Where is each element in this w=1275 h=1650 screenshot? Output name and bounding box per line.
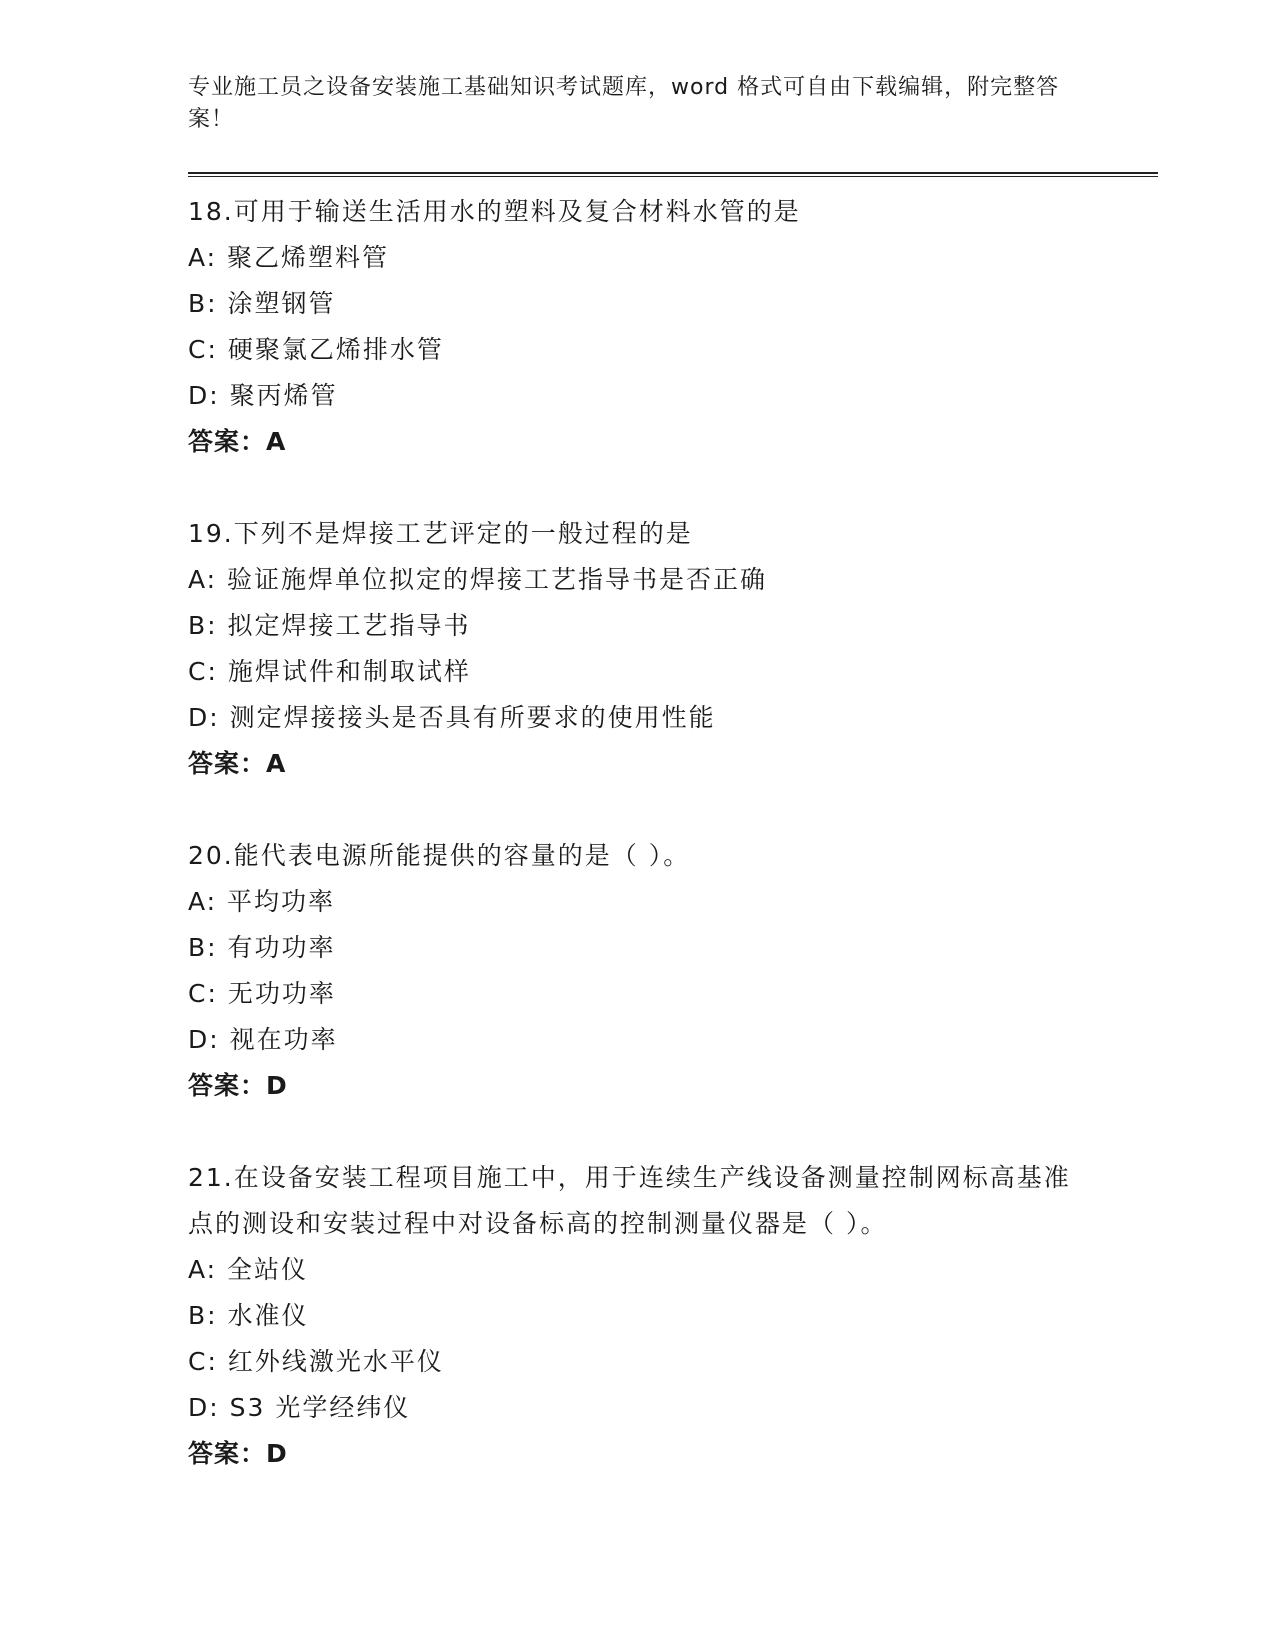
option-d: D: 视在功率 [188, 1025, 338, 1054]
option-d: D: 测定焊接接头是否具有所要求的使用性能 [188, 703, 716, 732]
option-d: D: S3 光学经纬仪 [188, 1393, 411, 1422]
question-stem: 18.可用于输送生活用水的塑料及复合材料水管的是 [188, 197, 801, 226]
question-18 [188, 189, 1158, 465]
header-divider [188, 172, 1158, 177]
option-b: B: 有功功率 [188, 933, 336, 962]
option-c: C: 无功功率 [188, 979, 336, 1008]
option-d: D: 聚丙烯管 [188, 381, 338, 410]
question-21 [188, 1155, 1158, 1477]
answer: 答案：A [188, 427, 287, 456]
option-a: A: 聚乙烯塑料管 [188, 243, 390, 272]
option-b: B: 拟定焊接工艺指导书 [188, 611, 471, 640]
question-stem: 20.能代表电源所能提供的容量的是（ ）。 [188, 841, 691, 870]
document-page [188, 72, 1158, 1477]
question-stem: 21.在设备安装工程项目施工中，用于连续生产线设备测量控制网标高基准点的测设和安装过程中对设备标高的控制测量仪器是（ ）。 [188, 1163, 1071, 1238]
question-19 [188, 511, 1158, 787]
answer: 答案：D [188, 1071, 288, 1100]
option-b: B: 水准仪 [188, 1301, 309, 1330]
option-a: A: 平均功率 [188, 887, 336, 916]
option-a: A: 验证施焊单位拟定的焊接工艺指导书是否正确 [188, 565, 768, 594]
question-stem: 19.下列不是焊接工艺评定的一般过程的是 [188, 519, 693, 548]
option-b: B: 涂塑钢管 [188, 289, 336, 318]
document-header: 专业施工员之设备安装施工基础知识考试题库，word 格式可自由下载编辑，附完整答案！ [188, 75, 1060, 132]
answer: 答案：A [188, 749, 287, 778]
option-c: C: 红外线激光水平仪 [188, 1347, 444, 1376]
option-c: C: 硬聚氯乙烯排水管 [188, 335, 444, 364]
question-20 [188, 833, 1158, 1109]
option-c: C: 施焊试件和制取试样 [188, 657, 471, 686]
option-a: A: 全站仪 [188, 1255, 309, 1284]
answer: 答案：D [188, 1439, 288, 1468]
